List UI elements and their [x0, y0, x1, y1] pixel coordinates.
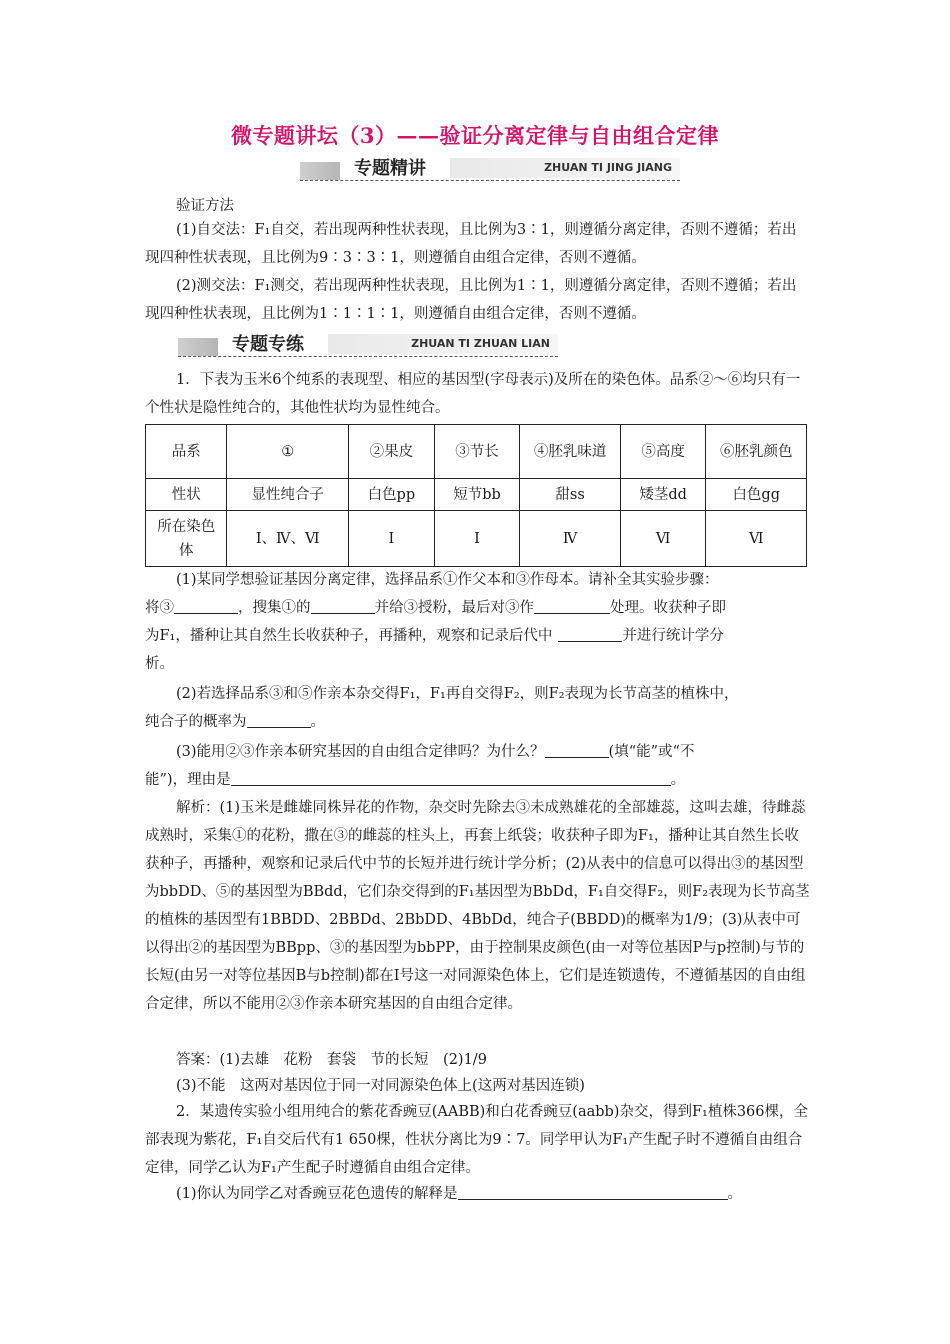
table-cell: Ⅵ	[706, 511, 807, 567]
answer-blank[interactable]	[231, 769, 671, 786]
text-fragment: 并给③授粉，最后对③作	[374, 600, 534, 616]
text-fragment: 将③	[145, 600, 174, 616]
page-title: 微专题讲坛（3）——验证分离定律与自由组合定律	[230, 123, 720, 148]
question-1-answer: 答案：(1)去雄 花粉 套袋 节的长短 (2)1/9	[176, 1052, 487, 1068]
text-fragment: (1)你认为同学乙对香豌豆花色遗传的解释是	[176, 1186, 458, 1202]
text-fragment: (填“能”或“不	[608, 744, 695, 760]
question-1-part-2: (2)若选择品系③和⑤作亲本杂交得F₁，F₁再自交得F₂，则F₂表现为长节高茎的植株中，	[176, 686, 739, 702]
text-fragment: 处理。收获种子即	[610, 600, 726, 616]
section-banner-practice	[178, 332, 558, 358]
question-1-part-3-line	[145, 738, 810, 766]
table-cell: 品系	[146, 425, 227, 479]
answer-blank[interactable]	[174, 597, 238, 614]
table-cell: ⑥胚乳颜色	[706, 425, 807, 479]
table-cell: 白色gg	[706, 479, 807, 511]
banner-divider	[178, 356, 558, 357]
banner-label: 专题精讲	[340, 156, 440, 182]
table-cell: ④胚乳味道	[520, 425, 620, 479]
question-1-part-3-line	[145, 766, 810, 794]
question-1-answer: (3)不能 这两对基因位于同一对同源染色体上(这两对基因连锁)	[176, 1078, 585, 1094]
answer-blank[interactable]	[458, 1183, 728, 1200]
question-1-part-2-line	[145, 708, 810, 736]
table-cell: 白色pp	[349, 479, 435, 511]
text-fragment: (3)能用②③作亲本研究基因的自由组合定律吗？为什么？	[176, 744, 545, 760]
question-1-part-1-line: 析。	[145, 656, 174, 672]
question-2-part-1-line	[145, 1180, 810, 1208]
table-cell: 短节bb	[434, 479, 520, 511]
table-cell: Ⅰ	[349, 511, 435, 567]
banner-label: 专题专练	[218, 332, 318, 358]
table-row	[146, 479, 807, 511]
table-cell: 显性纯合子	[227, 479, 349, 511]
table-cell: ③节长	[434, 425, 520, 479]
table-cell: Ⅰ、Ⅳ、Ⅵ	[227, 511, 349, 567]
answer-blank[interactable]	[311, 597, 375, 614]
answer-blank[interactable]	[558, 625, 622, 642]
question-1-part-1-intro: (1)某同学想验证基因分离定律，选择品系①作父本和③作母本。请补全其实验步骤：	[176, 572, 719, 588]
table-cell: Ⅳ	[520, 511, 620, 567]
section-banner-lecture	[300, 156, 680, 182]
table-row	[146, 511, 807, 567]
table-cell: ⑤高度	[620, 425, 706, 479]
table-cell: 甜ss	[520, 479, 620, 511]
banner-pinyin: ZHUAN TI ZHUAN LIAN	[328, 334, 558, 354]
question-2-stem: 2．某遗传实验小组用纯合的紫花香豌豆(AABB)和白花香豌豆(aabb)杂交，得到F₁植株366棵，全部表现为紫花，F₁自交后代有1 650棵，性状分离比为9∶7。同学甲认为F₁产生配子时不遵循自由组合定律，同学乙认为F₁产生配子时遵循自由组合定律。	[145, 1104, 809, 1176]
table-cell: 矮茎dd	[620, 479, 706, 511]
method-test-cross: (2)测交法：F₁测交，若出现两种性状表现，且比例为1∶1，则遵循分离定律，否则不遵循；若出现四种性状表现，且比例为1∶1∶1∶1，则遵循自由组合定律，否则不遵循。	[145, 278, 797, 322]
table-cell: Ⅰ	[434, 511, 520, 567]
answer-blank[interactable]	[545, 741, 609, 758]
text-fragment: 。	[727, 1186, 743, 1202]
table-cell: ①	[227, 425, 349, 479]
text-fragment: 能”)，理由是	[145, 772, 231, 788]
table-cell: Ⅵ	[620, 511, 706, 567]
table-row	[146, 425, 807, 479]
question-1-part-1-line	[145, 622, 810, 650]
answer-blank[interactable]	[247, 711, 311, 728]
text-fragment: ，搜集①的	[238, 600, 311, 616]
table-cell: 性状	[146, 479, 227, 511]
question-1-stem: 1．下表为玉米6个纯系的表现型、相应的基因型(字母表示)及所在的染色体。品系②～⑥均只有一个性状是隐性纯合的，其他性状均为显性纯合。	[145, 372, 801, 416]
text-fragment: 纯合子的概率为	[145, 714, 247, 730]
maize-strain-table	[145, 424, 807, 567]
answer-blank[interactable]	[534, 597, 610, 614]
banner-divider	[300, 180, 680, 181]
banner-pinyin: ZHUAN TI JING JIANG	[450, 158, 680, 178]
text-fragment: 为F₁，播种让其自然生长收获种子，再播种，观察和记录后代中	[145, 628, 553, 644]
text-fragment: 并进行统计学分	[622, 628, 724, 644]
table-cell: 所在染色体	[146, 511, 227, 567]
method-self-cross: (1)自交法：F₁自交，若出现两种性状表现，且比例为3∶1，则遵循分离定律，否则不遵循；若出现四种性状表现，且比例为9∶3∶3∶1，则遵循自由组合定律，否则不遵循。	[145, 222, 797, 266]
methods-heading-text: 验证方法	[176, 198, 234, 214]
text-fragment: 。	[310, 714, 325, 730]
text-fragment: 。	[670, 772, 686, 788]
table-cell: ②果皮	[349, 425, 435, 479]
question-1-analysis: 解析：(1)玉米是雌雄同株异花的作物，杂交时先除去③未成熟雄花的全部雄蕊，这叫去雄，待雌蕊成熟时，采集①的花粉，撒在③的雌蕊的柱头上，再套上纸袋；收获种子即为F₁，播种让其自然生长收获种子，再播种，观察和记录后代中节的长短并进行统计学分析；(2)从表中的信息可以得出③的基因型为bbDD、⑤的基因型为BBdd，它们杂交得到的F₁基因型为BbDd，F₁自交得F₂，则F₂表现为长节高茎的植株的基因型有1BBDD、2BBDd、2BbDD、4BbDd，纯合子(BBDD)的概率为1/9；(3)从表中可以得出②的基因型为BBpp、③的基因型为bbPP，由于控制果皮颜色(由一对等位基因P与p控制)与节的长短(由另一对等位基因B与b控制)都在Ⅰ号这一对同源染色体上，它们是连锁遗传，不遵循基因的自由组合定律，所以不能用②③作亲本研究基因的自由组合定律。	[145, 800, 810, 1012]
question-1-part-1-line	[145, 594, 810, 622]
